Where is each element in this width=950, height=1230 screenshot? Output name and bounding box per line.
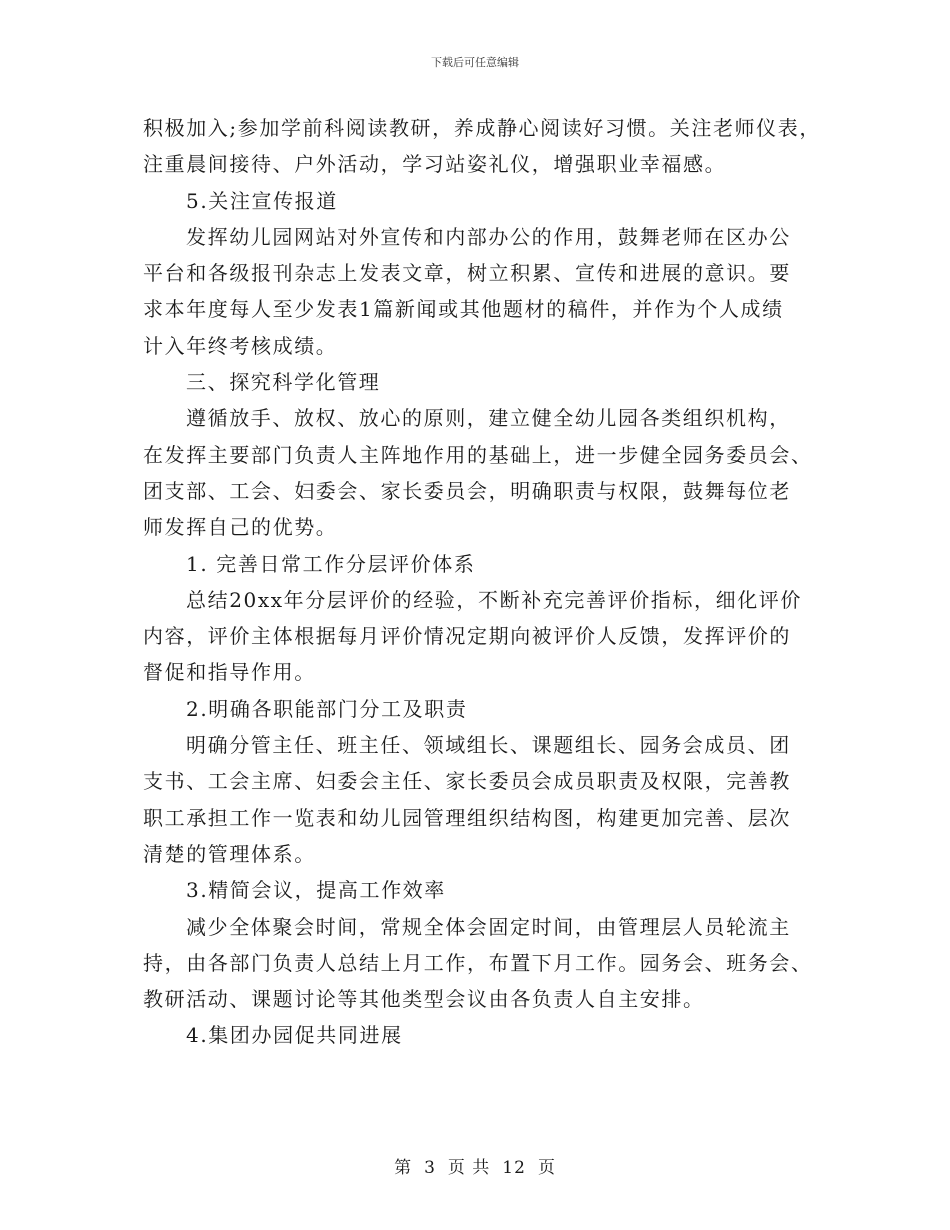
text-line: 团支部、工会、妇委会、家长委员会，明确职责与权限，鼓舞每位老 <box>143 478 791 503</box>
text-line: 内容，评价主体根据每月评价情况定期向被评价人反馈，发挥评价的 <box>143 624 791 649</box>
text-line: 教研活动、课题讨论等其他类型会议由各负责人自主安排。 <box>143 987 705 1012</box>
footer-prefix: 第 <box>394 1158 413 1178</box>
text-line: 平台和各级报刊杂志上发表文章，树立积累、宣传和进展的意识。要 <box>143 261 791 286</box>
text-line: 发挥幼儿园网站对外宣传和内部办公的作用，鼓舞老师在区办公 <box>186 224 791 249</box>
header-note: 下载后可任意编辑 <box>431 56 519 69</box>
text-line: 5.关注宣传报道 <box>186 188 338 213</box>
text-line: 师发挥自己的优势。 <box>143 515 338 540</box>
document-body <box>143 110 821 1054</box>
text-line: 清楚的管理体系。 <box>143 841 316 866</box>
text-line: 职工承担工作一览表和幼儿园管理组织结构图，构建更加完善、层次 <box>143 805 791 830</box>
footer-suffix: 页 <box>537 1158 556 1178</box>
page-footer <box>0 1153 950 1178</box>
text-line: 4.集团办园促共同进展 <box>186 1023 403 1048</box>
text-line: 减少全体聚会时间，常规全体会固定时间，由管理层人员轮流主 <box>186 914 791 939</box>
text-line: 求本年度每人至少发表1篇新闻或其他题材的稿件，并作为个人成绩 <box>143 297 784 322</box>
text-line: 遵循放手、放权、放心的原则，建立健全幼儿园各类组织机构， <box>186 406 791 431</box>
text-line: 3.精简会议，提高工作效率 <box>186 878 446 903</box>
text-line: 支书、工会主席、妇委会主任、家长委员会成员职责及权限，完善教 <box>143 769 791 794</box>
text-line: 2.明确各职能部门分工及职责 <box>186 696 468 721</box>
text-line: 积极加入;参加学前科阅读教研，养成静心阅读好习惯。关注老师仪表， <box>143 116 821 140</box>
text-line: 计入年终考核成绩。 <box>143 333 338 358</box>
text-line: 持，由各部门负责人总结上月工作，布置下月工作。园务会、班务会、 <box>143 950 813 975</box>
footer-current-page: 3 <box>424 1158 436 1178</box>
text-line: 明确分管主任、班主任、领域组长、课题组长、园务会成员、团 <box>186 733 791 758</box>
footer-middle: 页 共 <box>447 1158 491 1178</box>
text-line: 在发挥主要部门负责人主阵地作用的基础上，进一步健全园务委员会、 <box>143 442 813 467</box>
text-line: 总结20xx年分层评价的经验，不断补充完善评价指标，细化评价 <box>186 587 803 612</box>
text-line: 注重晨间接待、户外活动，学习站姿礼仪，增强职业幸福感。 <box>143 152 727 177</box>
text-line: 1. 完善日常工作分层评价体系 <box>186 551 476 576</box>
text-line: 三、探究科学化管理 <box>186 370 381 395</box>
footer-total-pages: 12 <box>502 1158 526 1178</box>
text-line: 督促和指导作用。 <box>143 660 316 685</box>
